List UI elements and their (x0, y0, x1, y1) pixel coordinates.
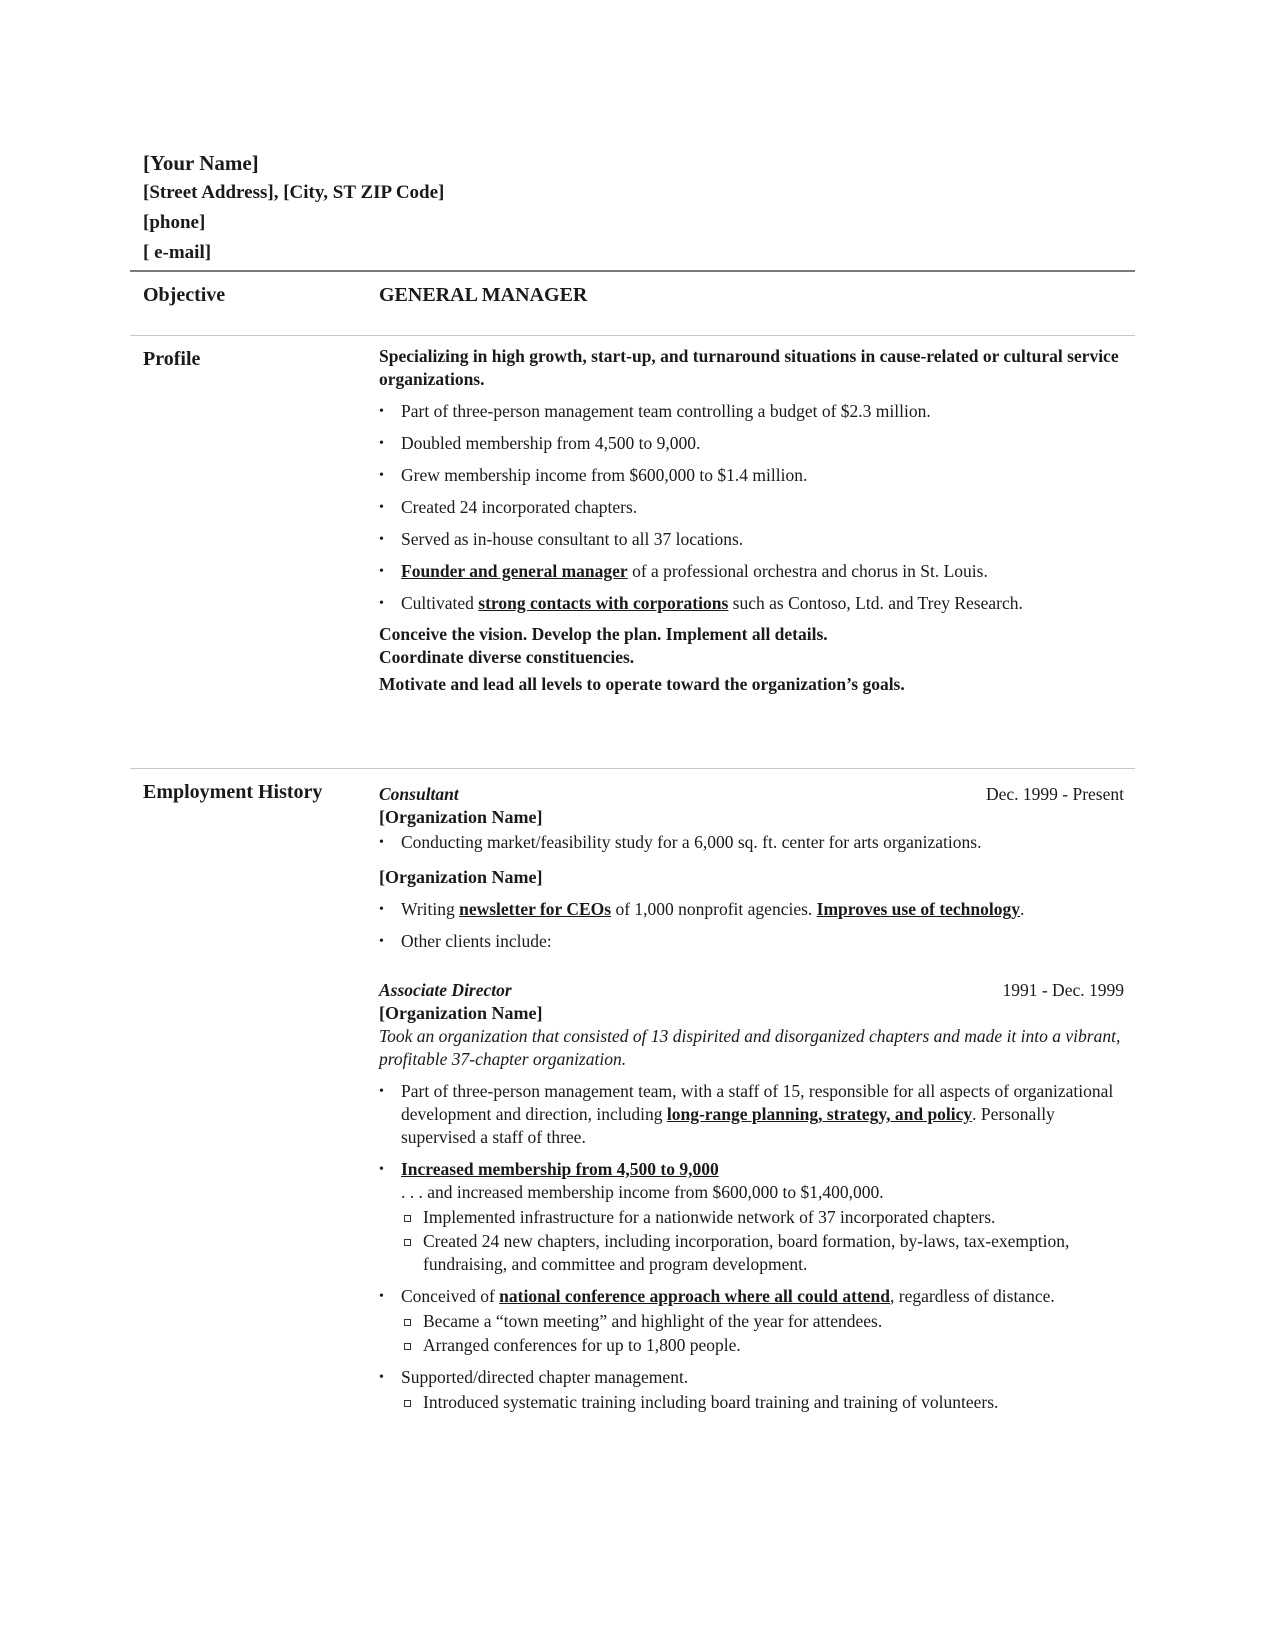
emphasis: Improves use of technology (816, 899, 1021, 919)
list-item (379, 1158, 1124, 1276)
list-item: • Grew membership income from $600,000 to $1.4 million. (379, 464, 1124, 487)
job-title: Consultant (379, 784, 459, 804)
job-bullets (379, 898, 1124, 953)
job-header (379, 783, 1124, 806)
text: . Personally supervised a staff of three. (401, 1104, 1055, 1147)
text: of 1,000 nonprofit agencies. (611, 899, 817, 919)
list-item (379, 898, 1124, 921)
job-title: Associate Director (379, 980, 512, 1000)
sub-list-item: Arranged conferences for up to 1,800 people. (401, 1334, 1124, 1357)
objective-divider (130, 335, 1135, 336)
sub-list-item: Introduced systematic training including board training and training of volunteers. (401, 1391, 1124, 1414)
profile-summary: Specializing in high growth, start-up, and turnaround situations in cause-related or cultural service organizations. (379, 346, 1119, 389)
closing-line: Conceive the vision. Develop the plan. Implement all details. (379, 624, 828, 644)
list-item: • Other clients include: (379, 930, 1124, 953)
job-dates: Dec. 1999 - Present (985, 784, 1124, 804)
profile-label: Profile (143, 348, 201, 370)
text: of a professional orchestra and chorus in St. Louis. (627, 561, 988, 581)
list-item: • Doubled membership from 4,500 to 9,000. (379, 432, 1124, 455)
closing-line: Motivate and lead all levels to operate toward the organization’s goals. (379, 674, 905, 694)
sub-list-item: Created 24 new chapters, including incorporation, board formation, by-laws, tax-exemption, fundraising, and committee and program development. (401, 1230, 1124, 1276)
text: . . . and increased membership income from $600,000 to $1,400,000. (401, 1182, 884, 1202)
street-address: [Street Address], [City, ST ZIP Code] (143, 182, 445, 203)
list-item (379, 1285, 1124, 1357)
list-item: • Conducting market/feasibility study for a 6,000 sq. ft. center for arts organizations. (379, 831, 1124, 854)
sub-bullets (401, 1206, 1124, 1276)
employment-label: Employment History (143, 781, 323, 803)
list-item (379, 1366, 1124, 1414)
sub-list-item: Became a “town meeting” and highlight of the year for attendees. (401, 1310, 1124, 1333)
emphasis: long-range planning, strategy, and policy (666, 1104, 973, 1124)
phone: [phone] (143, 212, 206, 233)
text: such as Contoso, Ltd. and Trey Research. (728, 593, 1023, 613)
text: Part of three-person management team, with a staff of 15, responsible for all aspects of organizational development and direction, including (401, 1081, 1114, 1124)
email: [ e-mail] (143, 242, 212, 263)
list-item: • Served as in-house consultant to all 37 locations. (379, 528, 1124, 551)
job-bullets (379, 1080, 1124, 1414)
org-name: [Organization Name] (379, 807, 543, 827)
emphasis: strong contacts with corporations (478, 593, 729, 613)
text: Conceived of (401, 1286, 500, 1306)
text: . (1020, 899, 1025, 919)
profile-section (379, 345, 1124, 696)
sub-bullets (401, 1310, 1124, 1357)
emphasis: Founder and general manager (401, 561, 628, 581)
objective-label: Objective (143, 284, 226, 306)
job-summary: Took an organization that consisted of 13 dispirited and disorganized chapters and made it into a vibrant, profitable 37-chapter organization. (379, 1026, 1121, 1069)
profile-divider (130, 768, 1135, 769)
objective-title: GENERAL MANAGER (379, 284, 588, 306)
list-item (379, 592, 1124, 615)
list-item (379, 1080, 1124, 1149)
emphasis: national conference approach where all could attend (499, 1286, 890, 1306)
org-name: [Organization Name] (379, 1003, 543, 1023)
job-bullets (379, 831, 1124, 854)
your-name: [Your Name] (143, 151, 259, 175)
list-item: • Part of three-person management team controlling a budget of $2.3 million. (379, 400, 1124, 423)
job-dates: 1991 - Dec. 1999 (1002, 980, 1124, 1000)
text: Supported/directed chapter management. (401, 1367, 689, 1387)
profile-bullets (379, 400, 1124, 615)
closing-line: Coordinate diverse constituencies. (379, 647, 635, 667)
employment-section (379, 783, 1124, 1414)
list-item (379, 560, 1124, 583)
text: , regardless of distance. (890, 1286, 1055, 1306)
header-divider (130, 270, 1135, 272)
list-item: • Created 24 incorporated chapters. (379, 496, 1124, 519)
sub-list-item: Implemented infrastructure for a nationwide network of 37 incorporated chapters. (401, 1206, 1124, 1229)
sub-bullets (401, 1391, 1124, 1414)
contact-header (143, 148, 444, 268)
text: Cultivated (401, 593, 479, 613)
job-header (379, 979, 1124, 1002)
emphasis: newsletter for CEOs (459, 899, 612, 919)
org-name: [Organization Name] (379, 867, 543, 887)
text: Writing (401, 899, 460, 919)
emphasis: Increased membership from 4,500 to 9,000 (401, 1159, 719, 1179)
